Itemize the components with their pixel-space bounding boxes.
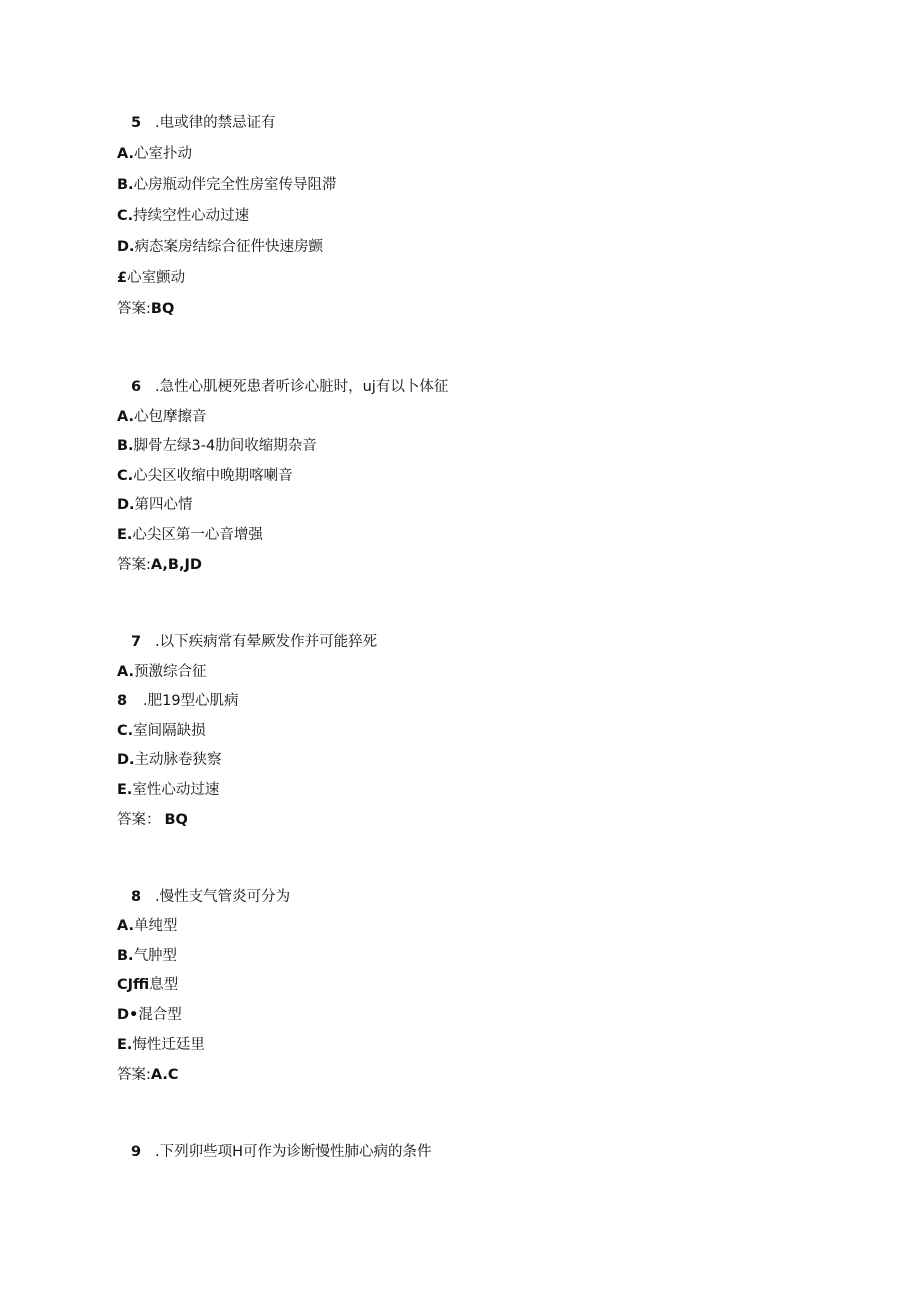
option-text: 心尖区第一心音增强 bbox=[132, 527, 263, 543]
question-9-stem bbox=[131, 1142, 432, 1162]
option-e bbox=[117, 780, 219, 800]
option-c bbox=[117, 206, 249, 226]
option-text: 脚骨左绿3-4肋间收缩期杂音 bbox=[133, 438, 317, 454]
option-key: C. bbox=[117, 468, 134, 484]
option-text: 心室扑动 bbox=[134, 146, 192, 162]
answer-value: A.C bbox=[150, 1067, 179, 1083]
answer-label: 答案： bbox=[117, 812, 161, 828]
option-c bbox=[117, 721, 206, 741]
option-text: 室间隔缺损 bbox=[133, 723, 206, 739]
option-text: 悔性迁廷里 bbox=[132, 1037, 205, 1053]
option-key: D. bbox=[117, 497, 135, 513]
option-text: 心室颤动 bbox=[127, 270, 186, 286]
answer-value: A,B,JD bbox=[150, 557, 202, 573]
question-text: .下列卯些项H可作为诊断慢性肺心病的条件 bbox=[155, 1144, 432, 1160]
question-text: .慢性支气管炎可分为 bbox=[155, 889, 291, 905]
option-key: £ bbox=[117, 270, 128, 286]
question-text: .急性心肌梗死患者听诊心脏时，uj有以卜体征 bbox=[155, 379, 449, 395]
option-a bbox=[117, 916, 178, 936]
option-b bbox=[117, 175, 337, 195]
option-text: 息型 bbox=[149, 977, 179, 993]
option-text: 预激综合征 bbox=[134, 664, 207, 680]
answer-line bbox=[117, 1065, 179, 1085]
option-c bbox=[117, 975, 178, 995]
answer-label: 答案: bbox=[117, 1067, 151, 1083]
option-text: 气肿型 bbox=[133, 948, 178, 964]
option-text: 心尖区收缩中晚期喀喇音 bbox=[133, 468, 293, 484]
option-c bbox=[117, 466, 293, 486]
option-d bbox=[117, 495, 193, 515]
option-key: A. bbox=[117, 409, 134, 425]
option-key: B. bbox=[117, 948, 134, 964]
option-key: CJffi bbox=[117, 977, 150, 993]
option-e bbox=[117, 525, 263, 545]
question-8-stem bbox=[131, 887, 290, 907]
option-a bbox=[117, 407, 207, 427]
answer-label: 答案: bbox=[117, 301, 151, 317]
option-b bbox=[117, 946, 177, 966]
question-7-stem bbox=[131, 632, 377, 652]
question-number: 9 bbox=[131, 1144, 142, 1160]
option-key: D• bbox=[117, 1007, 139, 1023]
option-e bbox=[117, 1035, 205, 1055]
option-d bbox=[117, 750, 222, 770]
option-text: 心包摩擦音 bbox=[134, 409, 207, 425]
option-key: E. bbox=[117, 1037, 133, 1053]
option-text: 病态案房结综合征件快速房颤 bbox=[134, 239, 324, 255]
option-text: 单纯型 bbox=[134, 918, 178, 934]
option-key: E. bbox=[117, 782, 133, 798]
option-key: E. bbox=[117, 527, 133, 543]
option-a bbox=[117, 144, 192, 164]
question-text: .以下疾病常有晕厥发作并可能猝死 bbox=[155, 634, 378, 650]
option-text: 混合型 bbox=[138, 1007, 182, 1023]
option-b bbox=[117, 691, 239, 711]
option-text: 持续空性心动过速 bbox=[133, 208, 250, 224]
option-e bbox=[117, 268, 185, 288]
answer-line bbox=[117, 810, 188, 830]
option-text: 第四心情 bbox=[134, 497, 193, 513]
option-text: .肥19型心肌病 bbox=[143, 693, 239, 709]
option-key: A. bbox=[117, 664, 134, 680]
option-key: 8 bbox=[117, 693, 128, 709]
option-d bbox=[117, 237, 323, 257]
option-key: D. bbox=[117, 752, 135, 768]
option-key: C. bbox=[117, 723, 134, 739]
option-key: A. bbox=[117, 918, 134, 934]
option-a bbox=[117, 662, 207, 682]
option-text: 室性心动过速 bbox=[132, 782, 220, 798]
question-6-stem bbox=[131, 377, 448, 397]
option-key: C. bbox=[117, 208, 134, 224]
question-number: 7 bbox=[131, 634, 142, 650]
option-key: B. bbox=[117, 438, 134, 454]
question-5-stem bbox=[131, 113, 276, 133]
option-text: 主动脉卷狭察 bbox=[134, 752, 222, 768]
question-number: 8 bbox=[131, 889, 142, 905]
option-d bbox=[117, 1005, 182, 1025]
answer-label: 答案: bbox=[117, 557, 151, 573]
option-key: B. bbox=[117, 177, 134, 193]
answer-line bbox=[117, 299, 174, 319]
question-number: 5 bbox=[131, 115, 142, 131]
option-text: 心房瓶动伴完全性房室传导阻滞 bbox=[133, 177, 337, 193]
question-number: 6 bbox=[131, 379, 142, 395]
answer-line bbox=[117, 555, 202, 575]
option-b bbox=[117, 436, 317, 456]
option-key: A. bbox=[117, 146, 134, 162]
answer-value: BQ bbox=[150, 301, 175, 317]
question-text: .电或律的禁忌证有 bbox=[155, 115, 276, 131]
answer-value: BQ bbox=[164, 812, 188, 828]
option-key: D. bbox=[117, 239, 135, 255]
